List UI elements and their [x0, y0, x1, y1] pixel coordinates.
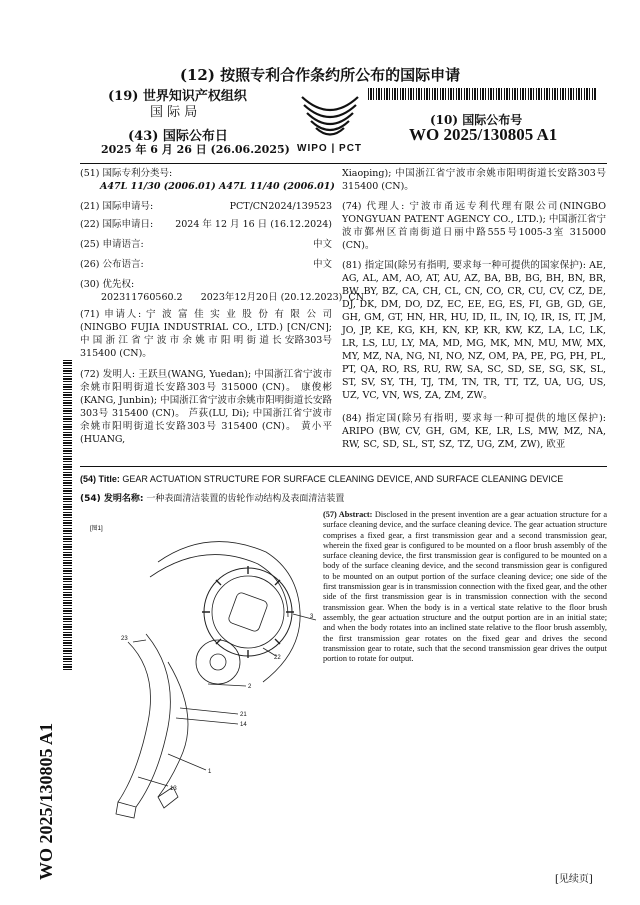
field-74-agent: (74) 代理人: 宁波市甬远专利代理有限公司(NINGBO YONGYUAN PATENT AGENCY CO., LTD.); 中国浙江省宁波市鄞州区首南街道日丽中路555号1005-3室 315000 (CN)。 [342, 201, 606, 251]
continued-notice: [见续页] [555, 874, 593, 885]
title-en [80, 474, 563, 484]
figure-label-21: 21 [240, 712, 247, 718]
field-84-regional-states: (84) 指定国(除另有指明, 要求每一种可提供的地区保护): ARIPO (BW, CV, GH, GM, KE, LR, LS, MW, MZ, NA, RW, SC, SD, SL, ST, SZ, TZ, UG, ZM, ZW), 欧亚 [342, 413, 606, 450]
publication-number: WO 2025/130805 A1 [409, 125, 558, 144]
field-25-value: 中文 [312, 239, 332, 250]
abstract-label: (57) Abstract: [323, 510, 373, 519]
header-divider [80, 163, 607, 164]
figure-label-1: 1 [208, 769, 212, 775]
side-barcode [63, 360, 72, 670]
title-zh-label: (54) 发明名称: [80, 494, 144, 504]
field-71-applicant: (71) 申请人: 宁 波 富 佳 实 业 股 份 有 限 公 司 (NINGBO FUJIA INDUSTRIAL CO., LTD.) [CN/CN]; 中 国 浙 江 省 宁 波 市 余 姚 市 阳 明 街 道 长 安路303号 315400 (CN)。 [80, 309, 332, 359]
organization-name: (19) 世界知识产权组织 [108, 89, 247, 104]
top-barcode [368, 88, 596, 100]
field-72-inventors: (72) 发明人: 王跃旦(WANG, Yuedan); 中国浙江省宁波市余姚市阳明街道长安路303号 315000 (CN)。 康俊彬(KANG, Junbin); 中国浙江省宁波市余姚市阳明街道长安路303号 315400 (CN)。 芦荻(LU, Di); 中国浙江省宁波市余姚市阳明街道长安路303号 315400 (CN)。 黄小平(HUANG, [80, 369, 332, 445]
title-zh [80, 491, 344, 504]
title-en-value: GEAR ACTUATION STRUCTURE FOR SURFACE CLEANING DEVICE, AND SURFACE CLEANING DEVICE [122, 474, 564, 484]
field-72-continued: Xiaoping); 中国浙江省宁波市余姚市阳明街道长安路303号 315400 (CN)。 [342, 168, 606, 192]
titles-divider [80, 466, 607, 467]
field-30-label: (30) 优先权: [80, 279, 135, 290]
field-22-value: 2024 年 12 月 16 日 (16.12.2024) [175, 219, 332, 230]
figure-label-23: 23 [121, 636, 128, 642]
figure-label-2: 2 [248, 684, 252, 690]
field-51-value: A47L 11/30 (2006.01) A47L 11/40 (2006.01) [100, 181, 335, 192]
abstract-text: Disclosed in the present invention are a gear actuation structure for a surface cleaning device, and the surface cleaning device. The gear actuation structure comprises a fixed gear, a first transmission gear and a second transmission gear, wherein the fixed gear is configured to be mounted on a floor brush assembly of the surface cleaning device, the first transmission gear is configured to be mounted on a body of the surface cleaning device, and the second transmission gear is configured to be mounted on an output portion of the surface cleaning device; one side of the first transmission gear is in transmission connection with the fixed gear, and the other side of the first transmission gear is in transmission connection with the second transmission gear. When the body is in a vertical state relative to the floor brush assembly, the gear actuation structure and the output portion are in an initial state; and when the body rotates into an inclined state relative to the floor brush assembly, the first transmission gear rotates on the fixed gear and drives the second transmission gear to rotate, such that the second transmission gear drives the output portion to rotate for output. [323, 510, 608, 664]
field-21-label: (21) 国际申请号: [80, 201, 154, 212]
field-25-label: (25) 申请语言: [80, 239, 144, 250]
field-22-label: (22) 国际申请日: [80, 219, 154, 230]
wipo-pct-text: WIPO | PCT [297, 143, 363, 154]
field-26-value: 中文 [312, 259, 332, 270]
publication-date-label: (43) 国际公布日 [128, 129, 228, 144]
publication-date: 2025 年 6 月 26 日 (26.06.2025) [101, 143, 290, 156]
figure-reference-numerals [121, 614, 314, 792]
field-81-designated-states: (81) 指定国(除另有指明, 要求每一种可提供的国家保护): AE, AG, AL, AM, AO, AT, AU, AZ, BA, BB, BG, BH, BN, BR, BW, BY, BZ, CA, CH, CL, CN, CO, CR, CU, CV, CZ, DE, DJ, DK, DM, DO, DZ, EC, EE, EG, ES, FI, GB, GD, GE, GH, GM, GT, HN, HR, HU, ID, IL, IN, IQ, IR, IS, IT, JM, JO, JP, KE, KG, KH, KN, KP, KR, KW, KZ, LA, LC, LK, LR, LS, LU, LY, MA, MD, MG, MK, MN, MU, MW, MX, MY, MZ, NA, NG, NI, NO, NZ, OM, PA, PE, PG, PH, PL, PT, QA, RO, RS, RU, RW, SA, SC, SD, SE, SG, SK, SL, ST, SV, SY, TH, TJ, TM, TN, TR, TT, TZ, UA, UG, US, UZ, VC, VN, WS, ZA, ZM, ZW。 [342, 260, 606, 401]
figure-ref-label: [图1] [90, 526, 103, 532]
title-zh-value: 一种表面清洁装置的齿轮作动结构及表面清洁装置 [146, 494, 345, 504]
field-21-value: PCT/CN2024/139523 [229, 201, 332, 212]
publication-number-label: (10) 国际公布号 [430, 113, 523, 127]
field-51-label: (51) 国际专利分类号: [80, 168, 173, 179]
organization-bureau: 国 际 局 [150, 105, 198, 120]
abstract-block [323, 510, 607, 664]
field-30-value: 202311760560.2 2023年12月20日 (20.12.2023) CN [101, 292, 365, 303]
patent-figure [88, 522, 320, 822]
field-26-label: (26) 公布语言: [80, 259, 144, 270]
document-type-title: (12) 按照专利合作条约所公布的国际申请 [179, 66, 461, 84]
title-en-label: (54) Title: [80, 474, 120, 484]
figure-label-3: 3 [310, 614, 314, 620]
figure-label-13: 13 [170, 786, 177, 792]
figure-label-22: 22 [274, 655, 281, 661]
spine-publication-number: WO 2025/130805 A1 [36, 722, 56, 880]
figure-label-14: 14 [240, 722, 247, 728]
